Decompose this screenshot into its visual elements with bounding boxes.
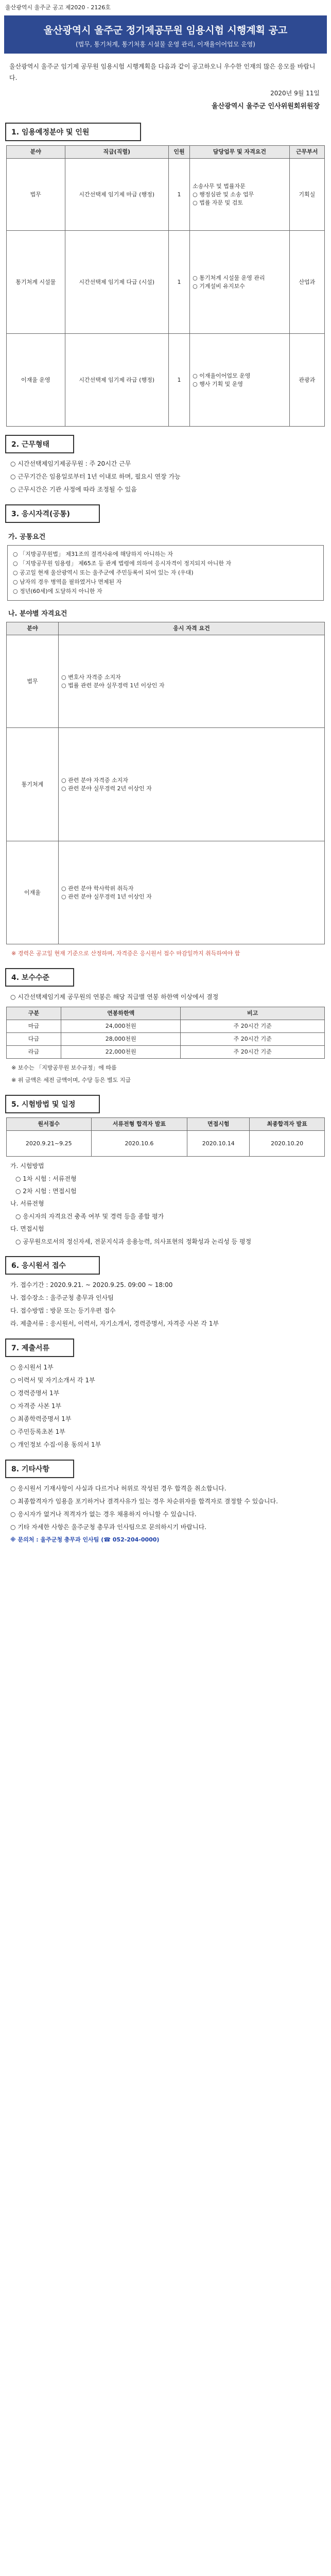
col-header: 인원 (168, 146, 189, 159)
list-item: ○ 응시원서 기재사항이 사실과 다르거나 허위로 작성된 경우 합격을 취소합니다. (10, 1485, 227, 1492)
list-item: ○ 응시자가 없거나 적격자가 없는 경우 채용하지 아니할 수 있습니다. (10, 1511, 197, 1518)
list-item: ○ 최종학력증명서 1부 (10, 1415, 72, 1422)
col-header: 면접시험 (187, 1118, 250, 1131)
col-header: 근무부서 (289, 146, 324, 159)
list-item: ○ 응시자의 자격요건 충족 여부 및 경력 등을 종합 평가 (15, 1213, 164, 1220)
list-item: 가. 접수기간 : 2020.9.21. ~ 2020.9.25. 09:00 ~ 18:00 (10, 1281, 173, 1289)
col-header: 비고 (181, 1007, 325, 1020)
cell: 시간선택제 임기제 마급 (행정) (65, 159, 168, 231)
section-7-title: 7. 제출서류 (5, 1338, 74, 1357)
col-header: 담당업무 및 자격요건 (190, 146, 290, 159)
table-row (7, 231, 325, 334)
list-item: ○ 자격증 사본 1부 (10, 1402, 62, 1410)
col-header: 연봉하한액 (61, 1007, 180, 1020)
table-row (7, 728, 325, 841)
cell: ○ 관련 분야 학사학위 취득자 ○ 관련 분야 실무경력 1년 이상인 자 (59, 841, 325, 944)
cell: ○ 관련 분야 자격증 소지자 ○ 관련 분야 실무경력 2년 이상인 자 (59, 728, 325, 841)
cell: 이재율 운영 (7, 334, 65, 427)
col-header: 서류전형 합격자 발표 (91, 1118, 187, 1131)
list-item: ○ 기타 자세한 사항은 울주군청 총무과 인사팀으로 문의하시기 바랍니다. (10, 1523, 206, 1531)
cell: 시간선택제 임기제 다급 (시설) (65, 231, 168, 334)
col-header: 분야 (7, 146, 65, 159)
table-row (7, 1046, 325, 1059)
title-banner (4, 15, 327, 54)
table-row (7, 1131, 325, 1157)
salary-table (6, 1007, 325, 1059)
list-item: ○ 근무시간은 기관 사정에 따라 조정될 수 있음 (10, 486, 137, 493)
note-text: ※ 위 금액은 세전 금액이며, 수당 등은 별도 지급 (11, 1077, 131, 1083)
list-item: ○ 최종합격자가 임용을 포기하거나 결격사유가 있는 경우 차순위자를 합격자로 결정할 수 있습니다. (10, 1498, 278, 1505)
col-header: 구분 (7, 1007, 61, 1020)
col-header: 최종합격자 발표 (250, 1118, 325, 1131)
list-item: ○ 주민등록초본 1부 (10, 1428, 65, 1435)
table-row (7, 1033, 325, 1046)
list-item: ○ 남자의 경우 병역을 필하였거나 면제된 자 (13, 579, 122, 585)
schedule-table (6, 1117, 325, 1157)
col-header: 원서접수 (7, 1118, 92, 1131)
cell: 1 (168, 159, 189, 231)
list-item: 다. 접수방법 : 방문 또는 등기우편 접수 (10, 1307, 116, 1314)
eligibility-box (7, 545, 324, 601)
cell: 법무 (7, 635, 59, 728)
section-5-title: 5. 시험방법 및 일정 (5, 1095, 100, 1113)
list-item: ○ 2차 시험 : 면접시험 (15, 1188, 77, 1195)
table-row (7, 159, 325, 231)
note-text: ※ 보수는 「지방공무원 보수규정」에 따름 (11, 1064, 117, 1071)
cell: 24,000천원 (61, 1020, 180, 1033)
section-6-title: 6. 응시원서 접수 (5, 1256, 100, 1275)
table-row (7, 1020, 325, 1033)
list-item: ○ 「지방공무원법」 제31조의 결격사유에 해당하지 아니하는 자 (13, 551, 173, 557)
col-header: 응시 자격 요건 (59, 622, 325, 635)
cell: 다급 (7, 1033, 61, 1046)
issuing-org: 울산광역시 울주군 인사위원회위원장 (212, 103, 320, 110)
cell: 이재율 (7, 841, 59, 944)
list-item: ○ 경력증명서 1부 (10, 1389, 60, 1397)
cell: 주 20시간 기준 (181, 1033, 325, 1046)
cell: ○ 통기처계 시설물 운영 관리 ○ 기계설비 유지보수 (190, 231, 290, 334)
cell: 2020.10.14 (187, 1131, 250, 1157)
col-header: 분야 (7, 622, 59, 635)
page-subtitle: (법무, 통기처계, 통기처홍 시설물 운영 관리, 이재율이어업모 운영) (76, 41, 255, 48)
cell: 2020.10.6 (91, 1131, 187, 1157)
list-item: ○ 시간선택제임기제공무원 : 주 20시간 근무 (10, 460, 131, 467)
section-1-title: 1. 임용예정분야 및 인원 (5, 123, 141, 141)
cell: 주 20시간 기준 (181, 1020, 325, 1033)
table-row (7, 334, 325, 427)
positions-table (6, 145, 325, 427)
table-row (7, 635, 325, 728)
cell: ○ 이재율이어업모 운영 ○ 행사 기획 및 운영 (190, 334, 290, 427)
list-item: 나. 서류전형 (10, 1200, 44, 1207)
list-item: ○ 근무기간은 임용일로부터 1년 이내로 하며, 필요시 연장 가능 (10, 473, 181, 480)
list-item: 라. 제출서류 : 응시원서, 이력서, 자기소개서, 경력증명서, 자격증 사본 각 1부 (10, 1320, 219, 1327)
cell: 22,000천원 (61, 1046, 180, 1059)
page-title: 울산광역시 울주군 정기제공무원 임용시험 시행계획 공고 (43, 25, 288, 36)
list-item: ○ 이력서 및 자기소개서 각 1부 (10, 1377, 95, 1384)
notice-date: 2020년 9월 11일 (270, 90, 320, 97)
cell: 산업과 (289, 231, 324, 334)
section-8-title: 8. 기타사항 (5, 1460, 74, 1478)
cell: 통기처계 (7, 728, 59, 841)
intro-text: 울산광역시 울주군 임기제 공무원 임용시험 시행계획을 다음과 같이 공고하오니 우수한 인재의 많은 응모를 바랍니다. (9, 63, 316, 81)
col-header: 직급(직렬) (65, 146, 168, 159)
subheading: 나. 분야별 자격요건 (8, 610, 67, 618)
cell: 라급 (7, 1046, 61, 1059)
list-item: ○ 공무원으로서의 정신자세, 전문지식과 응용능력, 의사표현의 정확성과 논리성 등 평정 (15, 1238, 252, 1245)
section-2-title: 2. 근무형태 (5, 435, 74, 453)
cell: 1 (168, 334, 189, 427)
list-item: 다. 면접시험 (10, 1225, 44, 1232)
section-3-title: 3. 응시자격(공통) (5, 504, 100, 523)
cell: 통기처계 시설물 (7, 231, 65, 334)
list-item: ○ 공고일 현재 울산광역시 또는 울주군에 주민등록이 되어 있는 자 (우대) (13, 569, 194, 576)
list-item: ○ 1차 시험 : 서류전형 (15, 1175, 77, 1182)
cell: 기획실 (289, 159, 324, 231)
list-item: 가. 시험방법 (10, 1162, 44, 1170)
requirements-table (6, 622, 325, 944)
list-item: ○ 개인정보 수집·이용 동의서 1부 (10, 1441, 101, 1448)
list-item: 나. 접수장소 : 울주군청 총무과 인사팀 (10, 1294, 114, 1301)
cell: 주 20시간 기준 (181, 1046, 325, 1059)
cell: 소송사무 및 법률자문 ○ 행정심판 및 소송 업무 ○ 법률 자문 및 검토 (190, 159, 290, 231)
cell: 28,000천원 (61, 1033, 180, 1046)
notice-number: 울산광역시 울주군 공고 제2020 - 2126호 (5, 4, 111, 11)
cell: 1 (168, 231, 189, 334)
salary-desc: ○ 시간선택제임기제 공무원의 연봉은 해당 직급별 연봉 하한액 이상에서 결정 (10, 993, 219, 1001)
cell: 시간선택제 임기제 라급 (행정) (65, 334, 168, 427)
cell: 2020.10.20 (250, 1131, 325, 1157)
cell: 관광과 (289, 334, 324, 427)
list-item: ○ 응시원서 1부 (10, 1364, 54, 1371)
note-text: ※ 경력은 공고일 현재 기준으로 산정하며, 자격증은 응시원서 접수 마감일까지 취득하여야 함 (11, 950, 240, 957)
list-item: ○ 「지방공무원 임용령」 제65조 등 관계 법령에 의하여 응시자격이 정지되지 아니한 자 (13, 560, 232, 567)
section-4-title: 4. 보수수준 (5, 968, 74, 987)
cell: 법무 (7, 159, 65, 231)
cell: ○ 변호사 자격증 소지자 ○ 법률 관련 분야 실무경력 1년 이상인 자 (59, 635, 325, 728)
subheading: 가. 공통요건 (8, 533, 46, 541)
table-row (7, 841, 325, 944)
contact-info: ※ 문의처 : 울주군청 총무과 인사팀 (☎ 052-204-0000) (10, 1536, 160, 1543)
list-item: ○ 정년(60세)에 도달하지 아니한 자 (13, 588, 102, 595)
cell: 마급 (7, 1020, 61, 1033)
cell: 2020.9.21~9.25 (7, 1131, 92, 1157)
